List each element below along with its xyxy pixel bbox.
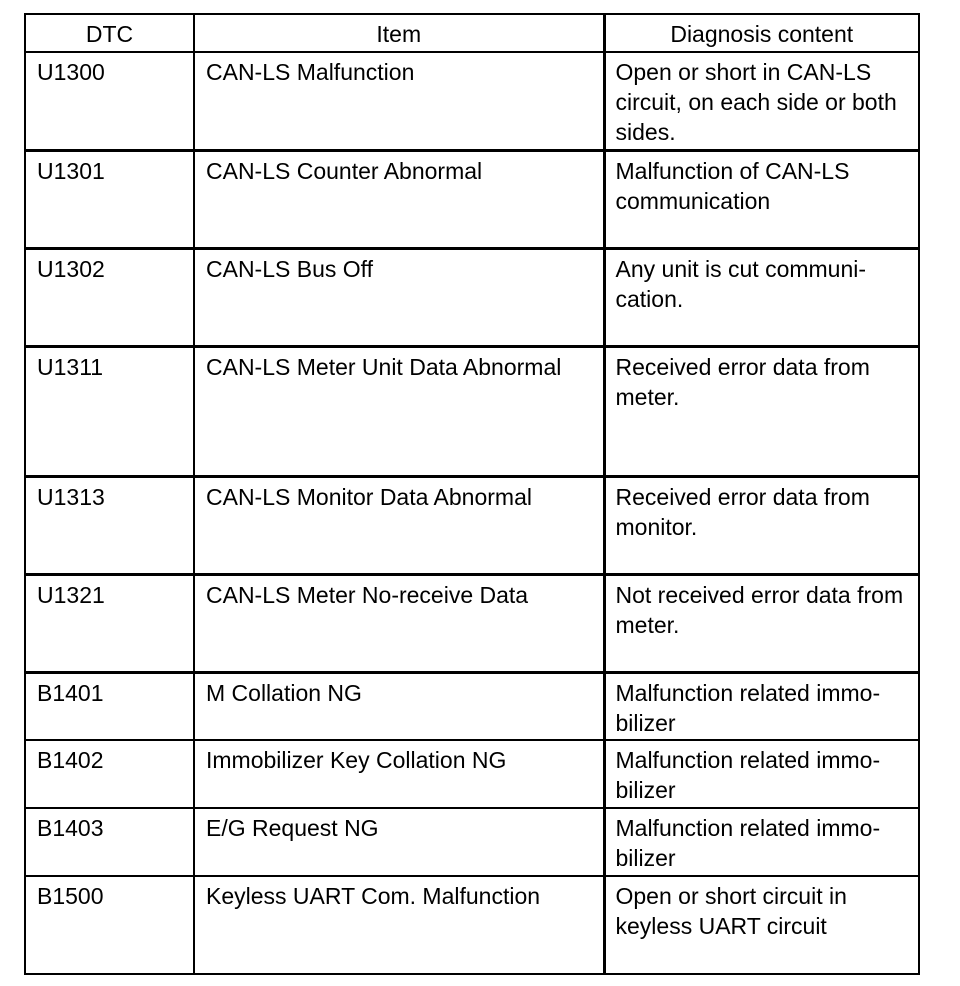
- table-row: [25, 346, 919, 476]
- diagnosis-content-cell: Malfunction related immo-bilizer: [604, 808, 919, 876]
- dtc-code-cell: U1321: [25, 574, 194, 672]
- table-row: [25, 248, 919, 346]
- item-cell: CAN-LS Bus Off: [194, 248, 604, 346]
- dtc-code-cell: B1500: [25, 876, 194, 974]
- item-cell: CAN-LS Meter Unit Data Abnormal: [194, 346, 604, 476]
- diagnosis-content-cell: Open or short circuit in keyless UART circuit: [604, 876, 919, 974]
- dtc-code-cell: U1311: [25, 346, 194, 476]
- table-row: [25, 876, 919, 974]
- item-cell: CAN-LS Malfunction: [194, 52, 604, 150]
- dtc-code-cell: B1403: [25, 808, 194, 876]
- diagnosis-content-cell: Not received error data from meter.: [604, 574, 919, 672]
- diagnosis-content-cell: Received error data from meter.: [604, 346, 919, 476]
- item-cell: Immobilizer Key Collation NG: [194, 740, 604, 808]
- item-cell: CAN-LS Monitor Data Abnormal: [194, 476, 604, 574]
- table-row: [25, 808, 919, 876]
- table-row: [25, 476, 919, 574]
- header-dtc: DTC: [25, 14, 194, 52]
- diagnosis-content-cell: Any unit is cut communi-cation.: [604, 248, 919, 346]
- diagnosis-content-cell: Received error data from monitor.: [604, 476, 919, 574]
- table-row: [25, 52, 919, 150]
- header-diagnosis-content: Diagnosis content: [604, 14, 919, 52]
- table-row: [25, 150, 919, 248]
- dtc-code-cell: B1401: [25, 672, 194, 740]
- table-header-row: [25, 14, 919, 52]
- dtc-code-cell: U1302: [25, 248, 194, 346]
- dtc-code-cell: U1301: [25, 150, 194, 248]
- table-row: [25, 672, 919, 740]
- dtc-code-cell: U1300: [25, 52, 194, 150]
- item-cell: E/G Request NG: [194, 808, 604, 876]
- item-cell: CAN-LS Meter No-receive Data: [194, 574, 604, 672]
- diagnosis-content-cell: Malfunction related immo-bilizer: [604, 672, 919, 740]
- diagnosis-content-cell: Malfunction of CAN-LS communication: [604, 150, 919, 248]
- item-cell: M Collation NG: [194, 672, 604, 740]
- table-body: [25, 52, 919, 974]
- diagnosis-content-cell: Malfunction related immo-bilizer: [604, 740, 919, 808]
- dtc-code-cell: U1313: [25, 476, 194, 574]
- item-cell: CAN-LS Counter Abnormal: [194, 150, 604, 248]
- item-cell: Keyless UART Com. Malfunction: [194, 876, 604, 974]
- table-row: [25, 740, 919, 808]
- dtc-table: [24, 13, 920, 975]
- dtc-code-cell: B1402: [25, 740, 194, 808]
- table-row: [25, 574, 919, 672]
- diagnosis-content-cell: Open or short in CAN-LS circuit, on each side or both sides.: [604, 52, 919, 150]
- header-item: Item: [194, 14, 604, 52]
